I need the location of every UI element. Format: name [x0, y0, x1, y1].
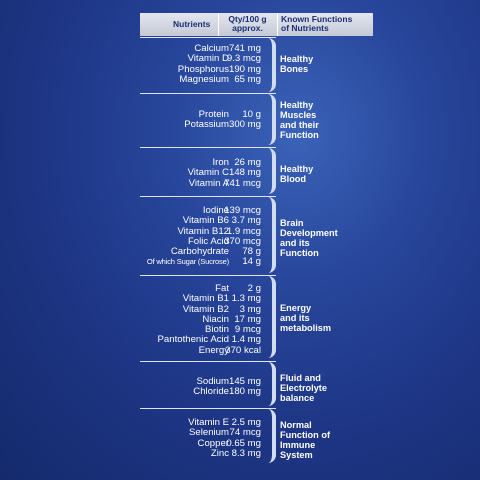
nutrient-name: Niacin: [202, 313, 229, 325]
function-label-line: Brain: [280, 218, 304, 228]
nutrient-quantity: 180 mg: [229, 386, 261, 398]
nutrient-name: Energy: [198, 344, 229, 356]
nutrient-quantity: 1.9 mcg: [226, 225, 261, 237]
nutrient-name: Iodine: [202, 205, 229, 216]
nutrient-list: [0, 418, 480, 459]
nutrient-quantity: 741 mcg: [224, 177, 261, 189]
nutrient-row: [0, 237, 480, 247]
nutrient-name: Vitamin E: [188, 417, 229, 428]
nutrient-name: Fat: [215, 283, 229, 294]
function-label-line: Healthy: [280, 164, 314, 174]
nutrient-quantity: 26 mg: [234, 157, 261, 168]
nutrient-row: [0, 449, 480, 459]
nutrient-quantity: 17 mg: [234, 313, 261, 325]
nutrient-name: Zinc: [210, 447, 229, 459]
nutrient-row: [0, 346, 480, 356]
nutrient-quantity: 741 mg: [229, 43, 261, 54]
nutrient-name: Vitamin A: [188, 177, 229, 189]
function-label-line: Blood: [280, 174, 307, 184]
function-label-line: and its: [280, 238, 310, 248]
group-divider: [140, 37, 276, 38]
nutrient-name: Calcium: [194, 43, 229, 54]
nutrient-quantity: 65 mg: [234, 73, 261, 85]
header-functions-line1: Known Functions: [281, 14, 353, 24]
group-divider: [140, 408, 276, 409]
nutrient-quantity: 300 mg: [229, 119, 261, 131]
nutrient-quantity: 1.4 mg: [231, 334, 261, 346]
nutrient-quantity: 9 mcg: [234, 324, 261, 336]
nutrient-name: Vitamin B2: [182, 303, 229, 315]
nutrient-name: Potassium: [184, 119, 229, 131]
function-label-line: Healthy: [280, 54, 314, 64]
nutrient-list: [0, 158, 480, 189]
nutrient-name: Biotin: [205, 324, 229, 336]
nutrient-name: Vitamin D: [187, 53, 229, 65]
nutrient-list: [0, 206, 480, 268]
nutrient-name: Vitamin B1: [182, 293, 229, 305]
function-label-line: balance: [280, 393, 315, 403]
nutrient-name: Sodium: [196, 376, 229, 387]
function-label-line: Healthy: [280, 100, 314, 110]
nutrient-row: [0, 75, 480, 85]
nutrient-name: Magnesium: [179, 73, 229, 85]
function-label-line: Function: [280, 130, 319, 140]
nutrient-name: Vitamin B12: [177, 225, 229, 237]
function-label-line: and its: [280, 313, 310, 323]
nutrient-name: Protein: [198, 109, 229, 120]
nutrient-row: [0, 120, 480, 130]
nutrient-row: [0, 247, 480, 257]
function-label-line: and their: [280, 120, 319, 130]
header-quantity-line1: Qty/100 g: [228, 14, 267, 24]
nutrient-name: Copper: [197, 437, 229, 449]
nutrient-name: Chloride: [193, 386, 229, 398]
nutrient-quantity: 145 mg: [229, 376, 261, 387]
function-label-line: Immune: [280, 440, 316, 450]
nutrient-list: [0, 44, 480, 85]
function-label-line: Energy: [280, 303, 312, 313]
header-quantity-line2: approx.: [232, 22, 263, 33]
nutrient-row: [0, 387, 480, 397]
function-label-line: Electrolyte: [280, 383, 327, 393]
group-divider: [140, 196, 276, 197]
nutrient-row: [0, 179, 480, 189]
header-functions-line2: of Nutrients: [281, 22, 329, 33]
nutrient-quantity: 8.3 mg: [231, 447, 261, 459]
nutrient-quantity: 370 mcg: [224, 235, 261, 247]
function-label-line: Function of: [280, 430, 331, 440]
nutrient-quantity: 148 mg: [229, 167, 261, 179]
function-label-line: Bones: [280, 64, 309, 74]
nutrient-quantity: 3.7 mg: [231, 215, 261, 227]
header-functions: [281, 15, 373, 32]
nutrient-quantity: 139 mcg: [224, 205, 261, 216]
group-divider: [140, 361, 276, 362]
nutrient-quantity: 370 kcal: [225, 344, 261, 356]
nutrient-name: Of which Sugar (Sucrose): [146, 257, 229, 267]
nutrient-quantity: 0.65 mg: [226, 437, 261, 449]
table-header: [140, 13, 373, 36]
function-label-line: Fluid and: [280, 373, 321, 383]
nutrient-quantity: 2.5 mg: [231, 417, 261, 428]
function-label: [280, 373, 327, 403]
nutrient-quantity: 10 g: [242, 109, 261, 120]
nutrient-name: Iron: [212, 157, 229, 168]
nutrient-name: Carbohydrate: [170, 246, 229, 258]
nutrient-list: [0, 284, 480, 356]
nutrient-quantity: 3 mg: [239, 303, 261, 315]
nutrient-quantity: 1.3 mg: [231, 293, 261, 305]
function-label-line: metabolism: [280, 323, 332, 333]
nutrient-name: Pantothenic Acid: [157, 334, 229, 346]
function-label: [280, 164, 313, 184]
header-quantity: [217, 15, 278, 32]
nutrient-name: Phosphorus: [177, 63, 229, 75]
function-label-line: Function: [280, 248, 319, 258]
header-nutrients: Nutrients: [173, 19, 211, 29]
function-label-line: Muscles: [280, 110, 317, 120]
function-label-line: Development: [280, 228, 338, 238]
nutrient-quantity: 78 g: [242, 246, 261, 258]
function-label: [280, 54, 313, 74]
function-label: [280, 100, 319, 140]
nutrient-name: Selenium: [189, 427, 229, 439]
function-label-line: Normal: [280, 420, 312, 430]
group-divider: [140, 275, 276, 276]
nutrient-quantity: 14 g: [242, 256, 261, 268]
nutrient-name: Folic Acid: [187, 235, 229, 247]
nutrient-list: [0, 377, 480, 398]
nutrient-quantity: 9.3 mcg: [226, 53, 261, 65]
nutrient-quantity: 74 mcg: [229, 427, 261, 439]
group-divider: [140, 93, 276, 94]
function-label: [280, 303, 331, 333]
nutrient-list: [0, 110, 480, 131]
function-label-line: System: [280, 450, 313, 460]
function-label: [280, 420, 330, 460]
nutrient-name: Vitamin B6: [182, 215, 229, 227]
nutrient-name: Vitamin C: [187, 167, 229, 179]
nutrient-row: [0, 257, 480, 267]
function-label: [280, 218, 338, 258]
nutrient-quantity: 2 g: [247, 283, 261, 294]
group-divider: [140, 147, 276, 148]
nutrient-quantity: 190 mg: [229, 63, 261, 75]
